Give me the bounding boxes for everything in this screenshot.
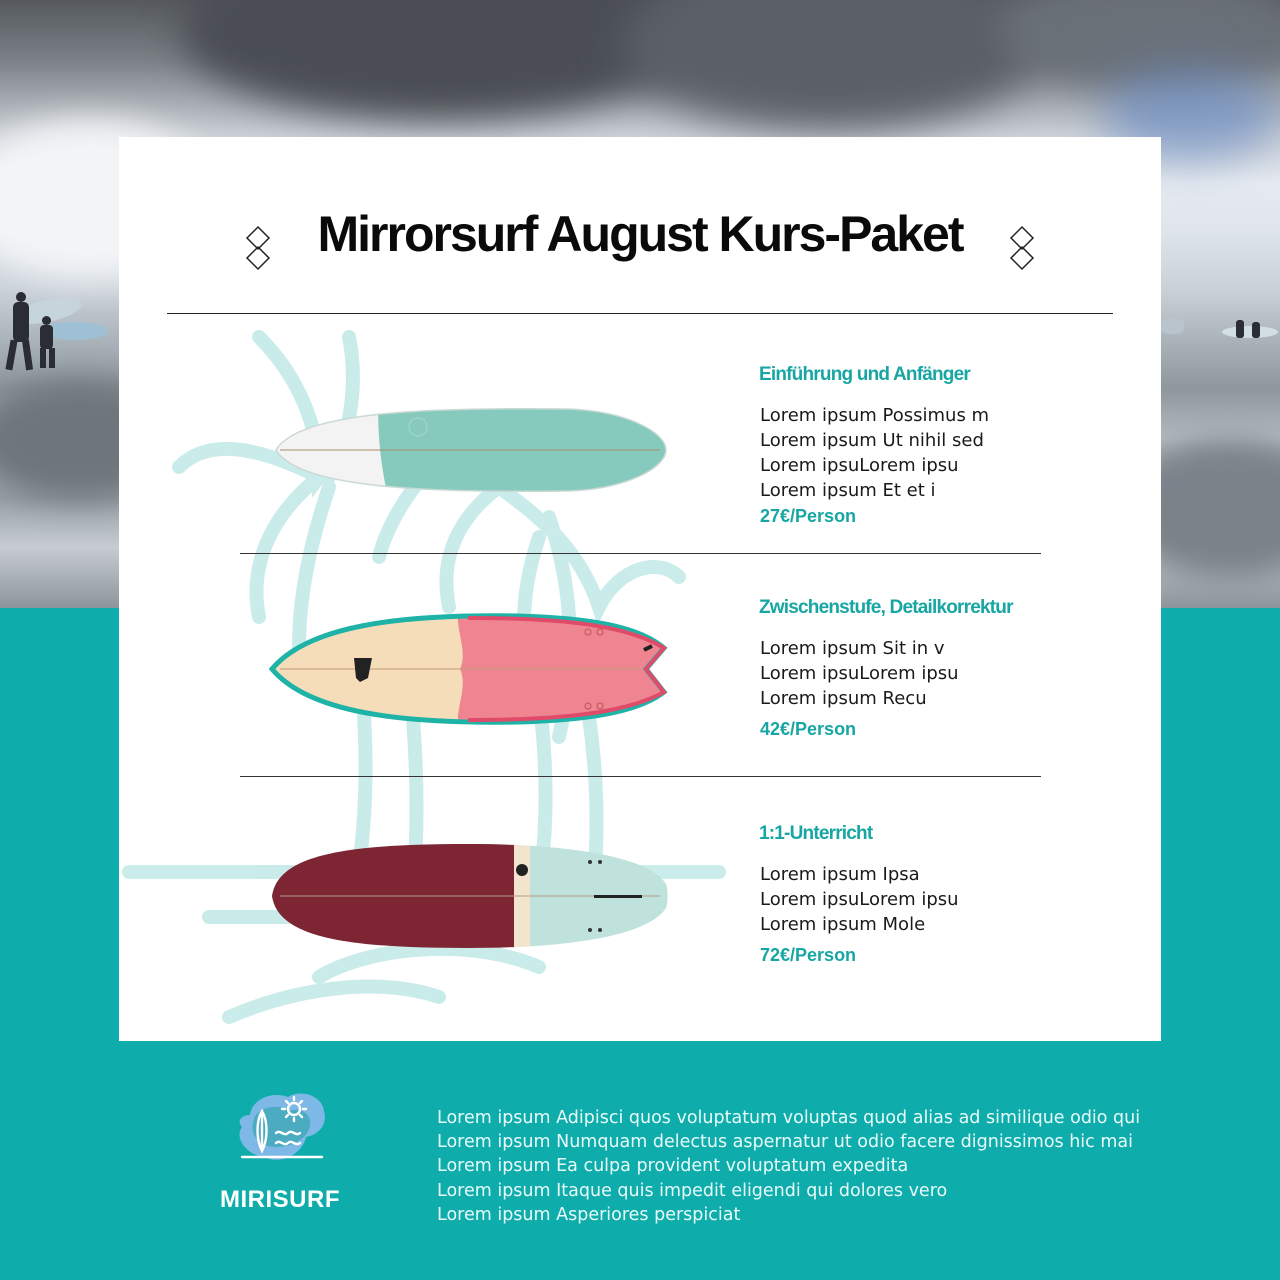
course-title: Zwischenstufe, Detailkorrektur — [759, 597, 1013, 618]
footer-text-line: Lorem ipsum Ea culpa provident voluptatum expedita — [437, 1156, 909, 1176]
course-description-line: Lorem ipsum Sit in v — [760, 638, 945, 659]
surf-logo-icon — [232, 1085, 328, 1165]
course-description-line: Lorem ipsuLorem ipsu — [760, 455, 959, 476]
course-description-line: Lorem ipsum Ut nihil sed — [760, 430, 984, 451]
course-description-line: Lorem ipsum Mole — [760, 914, 926, 935]
course-description-line: Lorem ipsum Possimus m — [760, 405, 990, 426]
title-divider — [167, 313, 1113, 314]
brand-name: MIRISURF — [220, 1186, 340, 1213]
surfboard-private-image — [268, 840, 670, 952]
course-description-line: Lorem ipsuLorem ipsu — [760, 889, 959, 910]
course-description-line: Lorem ipsuLorem ipsu — [760, 663, 959, 684]
page-title: Mirrorsurf August Kurs-Paket — [317, 206, 963, 262]
course-divider — [240, 553, 1041, 554]
course-description-line: Lorem ipsum Et et i — [760, 480, 936, 501]
course-description-line: Lorem ipsum Ipsa — [760, 864, 920, 885]
footer-text-line: Lorem ipsum Numquam delectus aspernatur ut odio facere dignissimos hic mai — [437, 1132, 1133, 1152]
course-price: 42€/Person — [760, 719, 857, 739]
footer-text-line: Lorem ipsum Itaque quis impedit eligendi qui dolores vero — [437, 1181, 948, 1201]
course-price: 27€/Person — [760, 506, 857, 526]
course-title: 1:1-Unterricht — [759, 823, 873, 844]
course-title: Einführung und Anfänger — [759, 364, 970, 385]
diamond-ornament-icon — [1009, 225, 1035, 271]
course-description-line: Lorem ipsum Recu — [760, 688, 927, 709]
course-divider — [240, 776, 1041, 777]
surfboard-intermediate-image — [268, 612, 670, 726]
course-price: 72€/Person — [760, 945, 857, 965]
footer-text-line: Lorem ipsum Adipisci quos voluptatum voluptas quod alias ad similique odio qui — [437, 1108, 1141, 1128]
surfboard-beginner-image — [268, 403, 670, 497]
footer-text-line: Lorem ipsum Asperiores perspiciat — [437, 1205, 741, 1225]
